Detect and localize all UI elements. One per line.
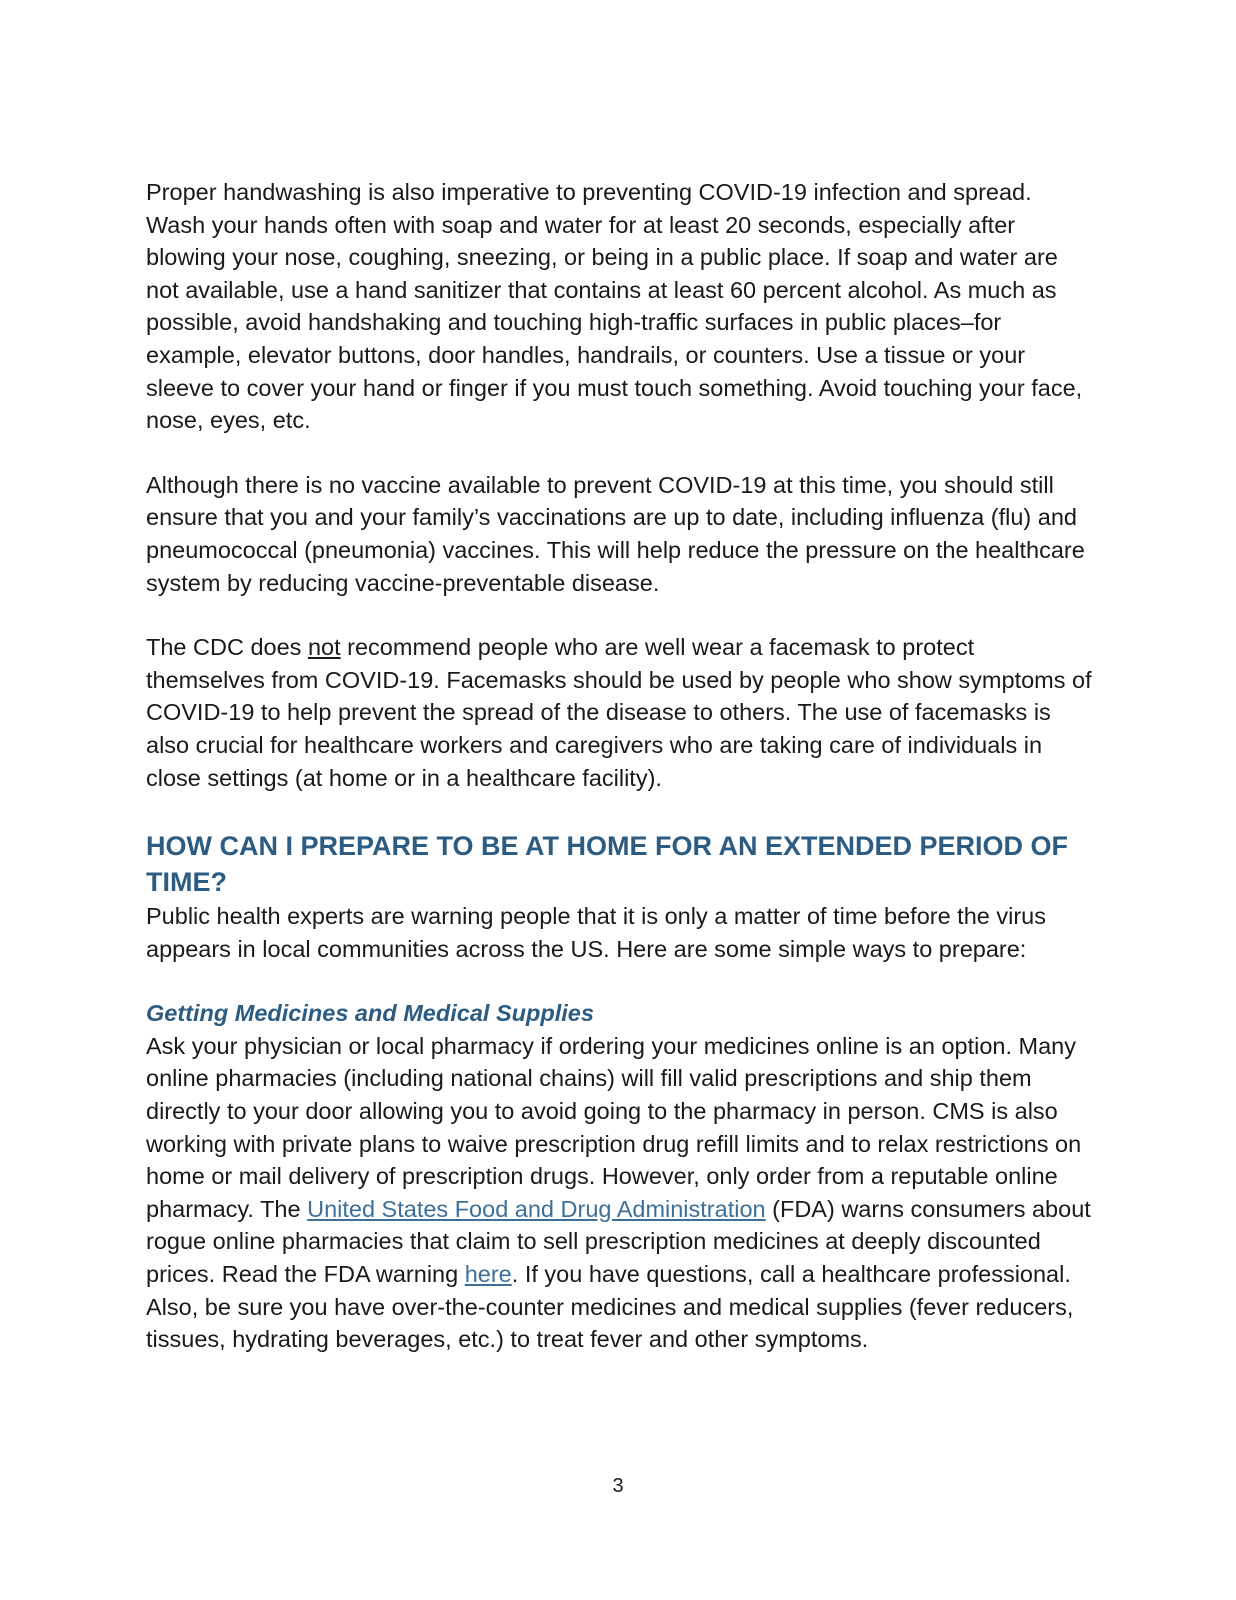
vaccines-paragraph: Although there is no vaccine available to prevent COVID-19 at this time, you should still ensure that you and your family’s vaccinations are up to date, including influenza (flu) and pneumococcal (pneumonia) vaccines. This will help reduce the pressure on the healthcare system by reducing vaccine-preventable disease.: [146, 471, 1085, 596]
facemasks-text-end: recommend people who are well wear a facemask to protect themselves from COVID-19. Facemasks should be used by people who show symptoms of COVID-19 to help prevent the spread of the disease to others. The use of facemasks is also crucial for healthcare workers and caregivers who are taking care of individuals in close settings (at home or in a healthcare facility).: [146, 634, 1092, 791]
medicines-paragraph: [146, 1030, 1096, 1356]
page-number: 3: [612, 1475, 624, 1497]
section-intro-paragraph: Public health experts are warning people that it is only a matter of time before the virus appears in local communities across the US. Here are some simple ways to prepare:: [146, 903, 1046, 962]
facemasks-text-start: The CDC does: [146, 634, 308, 661]
facemasks-emphasis-not: not: [307, 634, 341, 661]
fda-warning-here-link[interactable]: here: [464, 1261, 512, 1288]
medicines-text-middle: (FDA) warns consumers about rogue online pharmacies that claim to sell prescription medicines at deeply discounted prices. Read the FDA warning: [146, 1195, 1091, 1288]
medicines-text-start: Ask your physician or local pharmacy if ordering your medicines online is an option. Many online pharmacies (including national chains) will fill valid prescriptions and ship them directly to your door allowing you to avoid going to the pharmacy in person. CMS is also working with private plans to waive prescription drug refill limits and to relax restrictions on home or mail delivery of prescription drugs. However, only order from a reputable online pharmacy. The: [146, 1032, 1082, 1222]
section-heading: HOW CAN I PREPARE TO BE AT HOME FOR AN EXTENDED PERIOD OF TIME?: [146, 831, 1069, 898]
handwashing-paragraph: Proper handwashing is also imperative to preventing COVID-19 infection and spread. Wash your hands often with soap and water for at least 20 seconds, especially after blowing your nose, coughing, sneezing, or being in a public place. If soap and water are not available, use a hand sanitizer that contains at least 60 percent alcohol. As much as possible, avoid handshaking and touching high-traffic surfaces in public places–for example, elevator buttons, door handles, handrails, or counters. Use a tissue or your sleeve to cover your hand or finger if you must touch something. Avoid touching your face, nose, eyes, etc.: [146, 179, 1083, 434]
subsection-heading: Getting Medicines and Medical Supplies: [146, 1000, 594, 1027]
document-page: [146, 176, 1096, 1356]
fda-link[interactable]: United States Food and Drug Administration: [307, 1195, 766, 1222]
facemasks-paragraph: [146, 631, 1096, 794]
medicines-text-end: . If you have questions, call a healthcare professional. Also, be sure you have over-the-counter medicines and medical supplies (fever reducers, tissues, hydrating beverages, etc.) to treat fever and other symptoms.: [146, 1261, 1074, 1353]
